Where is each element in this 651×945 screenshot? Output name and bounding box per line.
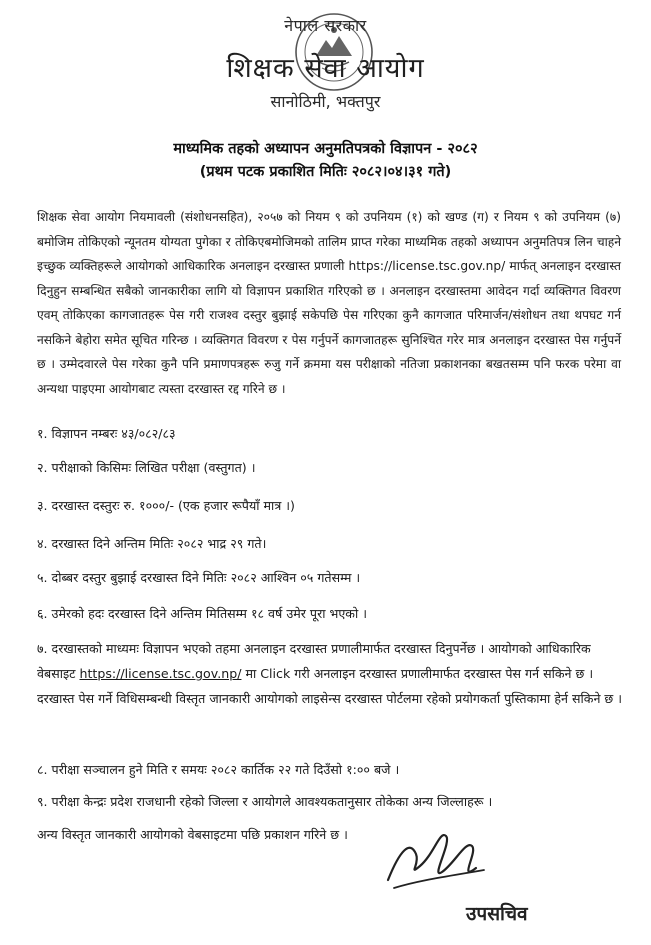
- organization-name: शिक्षक सेवा आयोग: [226, 53, 425, 84]
- item7-text-start: ७. दरखास्तको माध्यमः विज्ञापन भएको तहमा अनलाइन दरखास्त प्रणालीमार्फत दरखास्त दिनुपर्नेछ । आयोगको आधिकारिक वेबसाइट: [37, 641, 591, 681]
- item7-website-link[interactable]: https://license.tsc.gov.np/: [79, 666, 242, 681]
- closing-note: अन्य विस्तृत जानकारी आयोगको वेबसाइटमा पछि प्रकाशन गरिने छ ।: [37, 827, 348, 842]
- signatory-designation: उपसचिव: [466, 903, 528, 925]
- item-last-date: ४. दरखास्त दिने अन्तिम मितिः २०८२ भाद्र २९ गते।: [37, 536, 267, 551]
- item-age-limit: ६. उमेरको हदः दरखास्त दिने अन्तिम मितिसम्म १८ वर्ष उमेर पूरा भएको ।: [37, 606, 368, 621]
- item7-text-end: मा Click गरी अनलाइन दरखास्त प्रणालीमार्फत दरखास्त पेस गर्न सकिने छ । दरखास्त पेस गर्ने विधिसम्बन्धी विस्तृत जानकारी आयोगको लाइसेन्स दरखास्त पोर्टलमा रहेको प्रयोगकर्ता पुस्तिकामा हेर्न सकिने छ ।: [37, 666, 623, 706]
- notice-subtitle: (प्रथम पटक प्रकाशित मितिः २०८२।०४।३१ गते): [199, 164, 452, 180]
- item-double-fee-date: ५. दोब्बर दस्तुर बुझाई दरखास्त दिने मितिः २०८२ आश्विन ०५ गतेसम्म ।: [37, 570, 361, 585]
- item-advertisement-number: १. विज्ञापन नम्बरः ४३/०८२/८३: [37, 426, 176, 441]
- item-exam-centre: ९. परीक्षा केन्द्रः प्रदेश राजधानी रहेको जिल्ला र आयोगले आवश्यकतानुसार तोकेका अन्य जिल्लाहरू ।: [37, 794, 493, 809]
- organization-location: सानोठिमी, भक्तपुर: [270, 92, 381, 111]
- item-application-medium: [37, 636, 631, 711]
- item-exam-type: २. परीक्षाको किसिमः लिखित परीक्षा (वस्तुगत) ।: [37, 460, 256, 475]
- signature-icon: [380, 810, 500, 900]
- notice-title: माध्यमिक तहको अध्यापन अनुमतिपत्रको विज्ञापन - २०८२: [173, 141, 478, 157]
- letterhead: [0, 0, 651, 125]
- item-application-fee: ३. दरखास्त दस्तुरः रु. १०००/- (एक हजार रूपैयाँ मात्र ।): [37, 498, 295, 513]
- intro-paragraph: [37, 205, 621, 401]
- item-exam-date-time: ८. परीक्षा सञ्चालन हुने मिति र समयः २०८२ कार्तिक २२ गते दिउँसो १:०० बजे ।: [37, 762, 400, 777]
- intro-text-end: मार्फत् अनलाइन दरखास्त दिनुहुन सम्बन्धित सबैको जानकारीका लागि यो विज्ञापन प्रकाशित गरिएको छ । अनलाइन दरखास्तमा आवेदन गर्दा व्यक्तिगत विवरण एवम् तोकिएका कागजातहरू पेस गरी राजश्व दस्तुर बुझाई सकेपछि पेस गरिएका कुनै कागजात परिमार्जन/संशोधन तथा थपघट गर्न नसकिने बेहोरा समेत सूचित गरिन्छ । व्यक्तिगत विवरण र पेस गर्नुपर्ने कागजातहरू सुनिश्चित गरेर मात्र अनलाइन दरखास्त पेस गर्नुपर्ने छ । उम्मेदवारले पेस गरेका कुनै पनि प्रमाणपत्रहरू रुजु गर्ने क्रममा यस परीक्षाको नतिजा प्रकाशनका बखतसम्म पनि फरक परेमा वा अन्यथा पाइएमा आयोगबाट त्यस्ता दरखास्त रद्द गरिने छ ।: [37, 259, 622, 396]
- government-name: नेपाल सरकार: [284, 16, 367, 35]
- intro-link[interactable]: https://license.tsc.gov.np/: [348, 259, 506, 273]
- intro-text-start: शिक्षक सेवा आयोग नियमावली (संशोधनसहित), २०५७ को नियम ९ को उपनियम (१) को खण्ड (ग) र नियम ९ को उपनियम (७) बमोजिम तोकिएको न्यूनतम योग्यता पुगेका र तोकिएबमोजिमको तालिम प्राप्त गरेका माध्यमिक तहको अध्यापन अनुमतिपत्र लिन चाहने इच्छुक व्यक्तिहरूले आयोगको आधिकारिक अनलाइन दरखास्त प्रणाली: [37, 210, 621, 273]
